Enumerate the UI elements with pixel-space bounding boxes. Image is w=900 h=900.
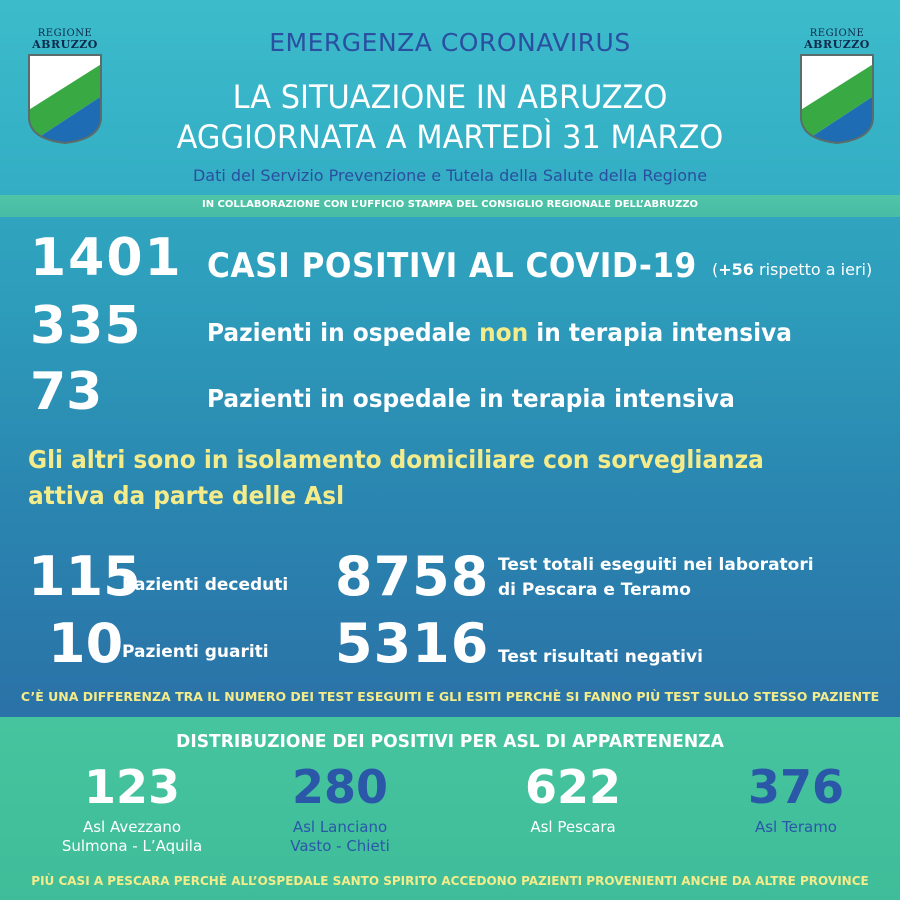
positive-cases-count: 1401 (30, 228, 183, 288)
deaths-count: 115 (28, 545, 141, 608)
asl-label-line2: Sulmona - L’Aquila (61, 837, 203, 855)
title-line2: AGGIORNATA A MARTEDÌ 31 MARZO (176, 118, 724, 156)
asl-lanciano-label (240, 818, 440, 856)
delta-value: +56 (718, 260, 754, 279)
recovered-count: 10 (48, 612, 124, 675)
data-source: Dati del Servizio Prevenzione e Tutela della Salute della Regione (192, 166, 708, 185)
total-tests-label-line1: Test totali eseguiti nei laboratori (498, 555, 814, 575)
deaths-label: Pazienti deceduti (122, 575, 289, 595)
total-tests-label-line2: di Pescara e Teramo (498, 580, 691, 600)
asl-pescara-count: 622 (524, 760, 622, 814)
label-highlight: non (479, 318, 529, 347)
emergency-heading: EMERGENZA CORONAVIRUS (269, 28, 631, 57)
distribution-title: DISTRIBUZIONE DEI POSITIVI PER ASL DI APPARTENENZA (176, 731, 724, 752)
asl-label-line1: Asl Avezzano (82, 818, 182, 836)
asl-teramo-count: 376 (747, 760, 845, 814)
delta-text: rispetto a ieri) (753, 260, 873, 279)
asl-avezzano-label (32, 818, 232, 856)
total-tests-label (498, 553, 814, 603)
asl-label-line2: Vasto - Chieti (290, 837, 390, 855)
hospital-icu-label: Pazienti in ospedale in terapia intensiva (207, 384, 735, 413)
label-pre: Pazienti in ospedale (207, 318, 480, 347)
positive-cases-label: CASI POSITIVI AL COVID-19 (207, 246, 697, 286)
logo-line2: ABRUZZO (804, 38, 870, 51)
recovered-label: Pazienti guariti (122, 642, 269, 662)
hospital-icu-count: 73 (30, 362, 103, 422)
label-post: in terapia intensiva (528, 318, 792, 347)
collaboration-text: IN COLLABORAZIONE CON L’UFFICIO STAMPA DEL CONSIGLIO REGIONALE DELL’ABRUZZO (201, 199, 698, 210)
asl-lanciano-count: 280 (291, 760, 389, 814)
asl-avezzano-count: 123 (83, 760, 181, 814)
hospital-non-icu-count: 335 (30, 296, 142, 356)
home-isolation-line1: Gli altri sono in isolamento domiciliare con sorveglianza (28, 445, 764, 474)
delta-open: ( (712, 260, 719, 279)
tests-difference-note: C’È UNA DIFFERENZA TRA IL NUMERO DEI TEST ESEGUITI E GLI ESITI PERCHÈ SI FANNO PIÙ TEST SULLO STESSO PAZIENTE (20, 689, 880, 704)
asl-label-line1: Asl Lanciano (292, 818, 388, 836)
logo-line2: ABRUZZO (32, 38, 98, 51)
home-isolation-line2: attiva da parte delle Asl (28, 481, 345, 510)
asl-teramo-label: Asl Teramo (754, 818, 837, 836)
total-tests-count: 8758 (335, 545, 490, 608)
negative-tests-label: Test risultati negativi (498, 647, 703, 667)
logo-line1: REGIONE (809, 28, 865, 39)
hospital-non-icu-label (207, 318, 792, 347)
asl-pescara-label: Asl Pescara (530, 818, 616, 836)
title-line1: LA SITUAZIONE IN ABRUZZO (232, 78, 668, 116)
logo-line1: REGIONE (37, 28, 93, 39)
positive-cases-delta (712, 260, 872, 279)
pescara-note: PIÙ CASI A PESCARA PERCHÈ ALL’OSPEDALE SANTO SPIRITO ACCEDONO PAZIENTI PROVENIENTI ANCHE DA ALTRE PROVINCE (31, 874, 869, 888)
negative-tests-count: 5316 (335, 612, 490, 675)
